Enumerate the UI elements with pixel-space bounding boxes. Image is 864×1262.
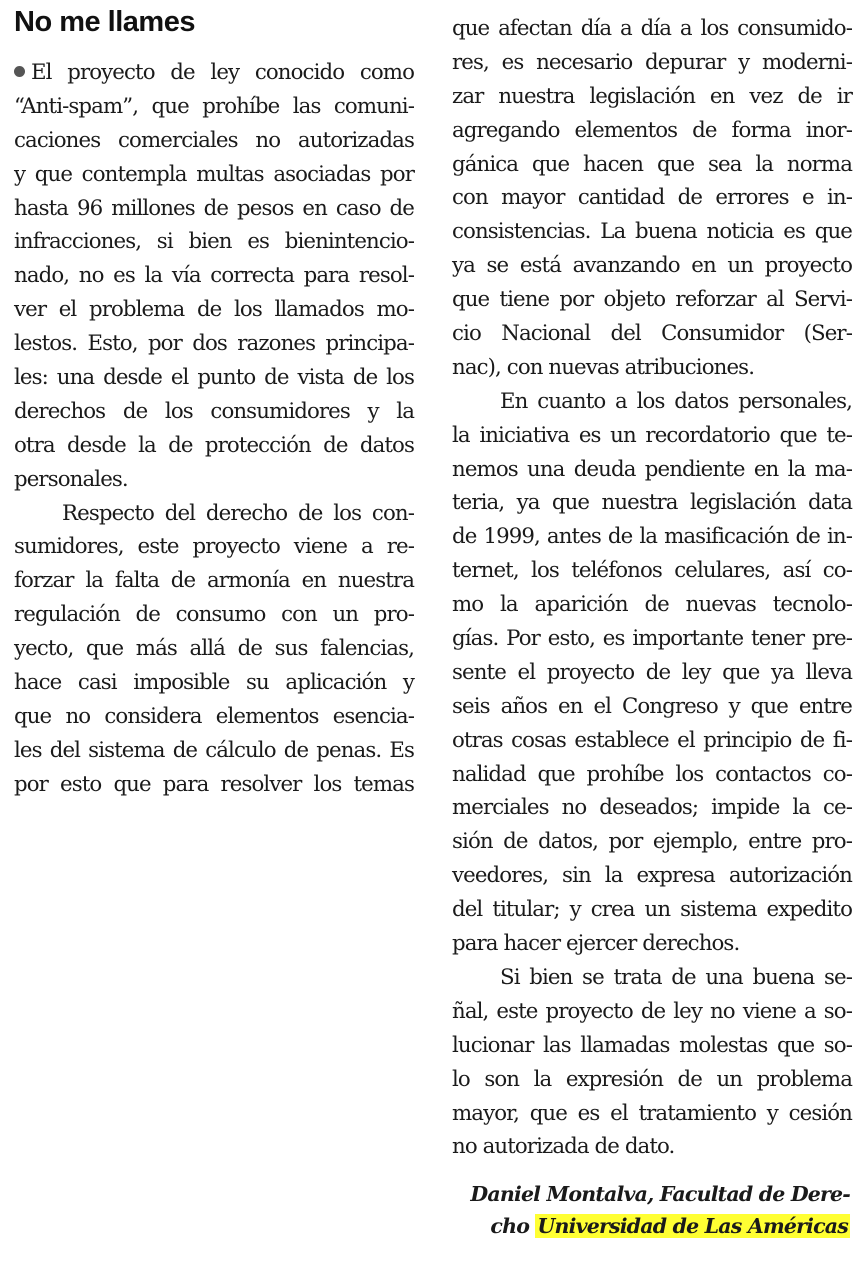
text-line: caciones comerciales no autorizadas <box>14 127 414 153</box>
text-line: Si bien se trata de una buena se- <box>500 964 852 990</box>
text-line: sente el proyecto de ley que ya lleva <box>452 659 852 685</box>
text-line: por esto que para resolver los temas <box>14 771 414 797</box>
text-line: seis años en el Congreso y que entre <box>452 693 852 719</box>
text-line: teria, ya que nuestra legislación data <box>452 490 852 516</box>
text-line: res, es necesario depurar y moderni- <box>452 49 852 75</box>
text-line: ternet, los teléfonos celulares, así co- <box>452 558 852 584</box>
text-line: Respecto del derecho de los con- <box>62 500 414 526</box>
signature-prefix: cho <box>490 1214 530 1238</box>
right-column <box>452 12 852 1164</box>
text-line: consistencias. La buena noticia es que <box>452 219 852 245</box>
text-line: “Anti-spam”, que prohíbe las comuni- <box>14 93 414 119</box>
text-line: nado, no es la vía correcta para resol- <box>14 263 414 289</box>
text-line: no autorizada de dato. <box>452 1134 675 1160</box>
text-line: gánica que hacen que sea la norma <box>452 151 852 177</box>
text-line: que no considera elementos esencia- <box>14 703 414 729</box>
text-line: mayor, que es el tratamiento y cesión <box>452 1100 852 1126</box>
text-line: de 1999, antes de la masificación de in- <box>452 524 852 550</box>
text-line: merciales no deseados; impide la ce- <box>452 795 852 821</box>
signature-line-1: Daniel Montalva, Facultad de Dere- <box>470 1182 850 1206</box>
text-line: veedores, sin la expresa autorización <box>452 863 852 889</box>
author-signature <box>470 1178 850 1242</box>
text-line: y que contempla multas asociadas por <box>14 161 414 187</box>
text-line: personales. <box>14 466 128 492</box>
text-line: mo la aparición de nuevas tecnolo- <box>452 592 852 618</box>
text-line: infracciones, si bien es bienintencio- <box>14 229 414 255</box>
text-line: hace casi imposible su aplicación y <box>14 670 414 696</box>
text-line: para hacer ejercer derechos. <box>452 931 740 957</box>
text-line: zar nuestra legislación en vez de ir <box>452 83 852 109</box>
text-line: otra desde la de protección de datos <box>14 432 414 458</box>
text-line: El proyecto de ley conocido como <box>14 56 414 90</box>
text-line: que afectan día a día a los consumido- <box>452 16 852 41</box>
text-line: lo son la expresión de un problema <box>452 1066 852 1092</box>
text-line: la iniciativa es un recordatorio que te- <box>452 422 852 448</box>
text-line: sión de datos, por ejemplo, entre pro- <box>452 829 852 855</box>
text-line: ya se está avanzando en un proyecto <box>452 253 852 279</box>
text-line: gías. Por esto, es importante tener pre- <box>452 626 852 652</box>
left-column <box>14 56 414 802</box>
bullet-icon <box>14 66 25 77</box>
text-line: nemos una deuda pendiente en la ma- <box>452 456 852 482</box>
text-line: cio Nacional del Consumidor (Ser- <box>452 321 852 347</box>
text-line: nalidad que prohíbe los contactos co- <box>452 761 852 787</box>
text-line: lucionar las llamadas molestas que so- <box>452 1032 852 1058</box>
text-line: otras cosas establece el principio de fi- <box>452 727 852 753</box>
text-line: del titular; y crea un sistema expedito <box>452 897 852 923</box>
text-line: les del sistema de cálculo de penas. Es <box>14 737 414 763</box>
text-line: yecto, que más allá de sus falencias, <box>14 636 414 662</box>
text-line: ñal, este proyecto de ley no viene a so- <box>452 998 852 1024</box>
signature-line-2 <box>470 1210 850 1242</box>
text-line: derechos de los consumidores y la <box>14 398 414 424</box>
text-line: que tiene por objeto reforzar al Servi- <box>452 287 852 313</box>
text-line: regulación de consumo con un pro- <box>14 602 414 628</box>
text-line: forzar la falta de armonía en nuestra <box>14 568 414 594</box>
text-line: les: una desde el punto de vista de los <box>14 365 414 391</box>
text-line: sumidores, este proyecto viene a re- <box>14 534 414 560</box>
text-line: hasta 96 millones de pesos en caso de <box>14 195 414 221</box>
text-line: agregando elementos de forma inor- <box>452 117 852 143</box>
headline: No me llames <box>14 6 195 38</box>
text-line: lestos. Esto, por dos razones principa- <box>14 331 414 357</box>
text-line: En cuanto a los datos personales, <box>500 388 852 414</box>
text-line: nac), con nuevas atribuciones. <box>452 354 755 380</box>
text-line: ver el problema de los llamados mo- <box>14 297 414 323</box>
highlighted-university: Universidad de Las Américas <box>537 1214 848 1238</box>
text-line: con mayor cantidad de errores e in- <box>452 185 852 211</box>
